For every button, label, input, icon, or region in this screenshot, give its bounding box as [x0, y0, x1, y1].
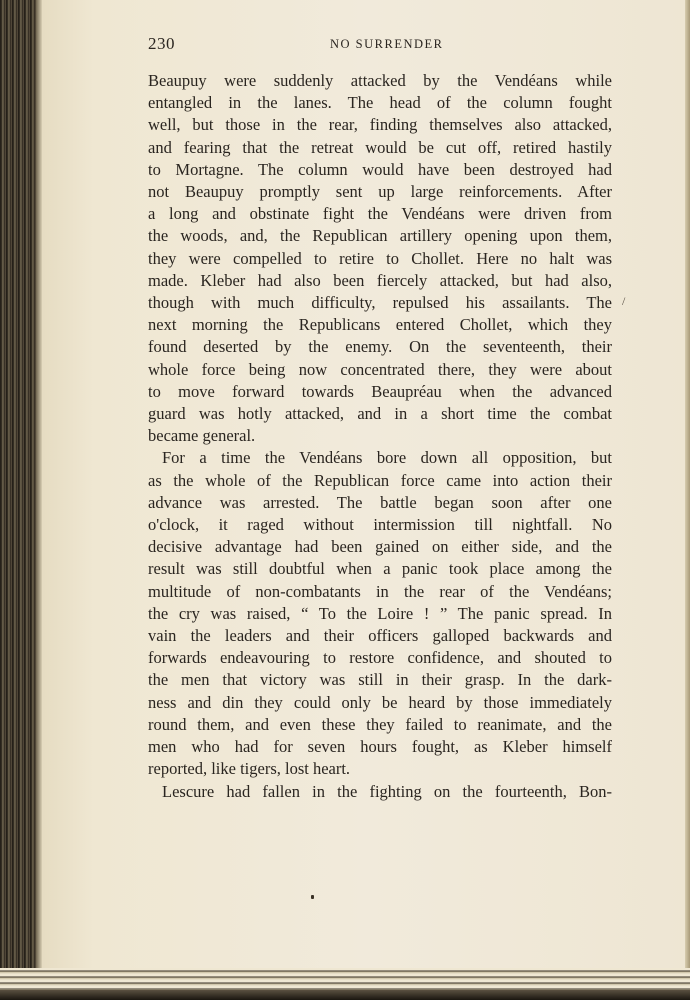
text-line: Lescure had fallen in the fighting on the fourteenth, Bon- [162, 781, 612, 801]
text-line: though with much difficulty, repulsed his assailants. The [148, 293, 612, 313]
text-line: reported, like tigers, lost heart. [148, 759, 351, 779]
text-line: the men that victory was still in their grasp. In the dark- [148, 670, 612, 690]
text-line: became general. [148, 426, 256, 446]
text-line: advance was arrested. The battle began soon after one [148, 492, 612, 512]
text-line: round them, and even these they failed to reanimate, and the [148, 714, 612, 734]
text-line: o'clock, it raged without intermission till nightfall. No [148, 515, 612, 535]
margin-mark: / [622, 294, 626, 308]
page-right-edge [685, 0, 690, 1000]
text-line: vain the leaders and their officers galloped backwards and [148, 626, 612, 646]
text-line: decisive advantage had been gained on either side, and the [148, 537, 612, 557]
text-line: to move forward towards Beaupréau when the advanced [148, 381, 612, 401]
body-text [148, 70, 612, 803]
text-line: the woods, and, the Republican artillery opening upon them, [148, 226, 612, 246]
book-binding [0, 0, 36, 1000]
text-line: they were compelled to retire to Chollet. Here no halt was [148, 248, 612, 268]
text-line: found deserted by the enemy. On the seventeenth, their [148, 337, 612, 357]
running-head: NO SURRENDER [330, 37, 444, 51]
text-line: men who had for seven hours fought, as Kleber himself [148, 737, 612, 757]
text-line: whole force being now concentrated there, they were about [148, 359, 612, 379]
page-number: 230 [148, 34, 175, 53]
ink-speck [311, 895, 314, 899]
text-line: Beaupuy were suddenly attacked by the Vendéans while [148, 71, 612, 90]
text-line: the cry was raised, “ To the Loire ! ” The panic spread. In [148, 603, 612, 623]
text-line: not Beaupuy promptly sent up large reinforcements. After [148, 182, 612, 202]
text-line: next morning the Republicans entered Chollet, which they [148, 315, 612, 335]
text-line: entangled in the lanes. The head of the column fought [148, 93, 612, 113]
page-stack-edges [0, 968, 690, 1000]
page-header [148, 34, 612, 58]
text-line: a long and obstinate fight the Vendéans were driven from [148, 204, 612, 224]
text-line: to Mortagne. The column would have been destroyed had [148, 159, 612, 179]
text-line: and fearing that the retreat would be cut off, retired hastily [148, 137, 612, 157]
text-line: multitude of non-combatants in the rear of the Vendéans; [148, 581, 612, 601]
text-line: result was still doubtful when a panic took place among the [148, 559, 612, 579]
text-line: forwards endeavouring to restore confidence, and shouted to [148, 648, 612, 668]
text-line: made. Kleber had also been fiercely attacked, but had also, [148, 270, 612, 290]
text-line: as the whole of the Republican force came into action their [148, 470, 612, 490]
text-line: guard was hotly attacked, and in a short time the combat [148, 404, 612, 424]
text-line: well, but those in the rear, finding themselves also attacked, [148, 115, 612, 135]
text-line: For a time the Vendéans bore down all opposition, but [162, 448, 612, 468]
text-line: ness and din they could only be heard by those immediately [148, 692, 612, 712]
